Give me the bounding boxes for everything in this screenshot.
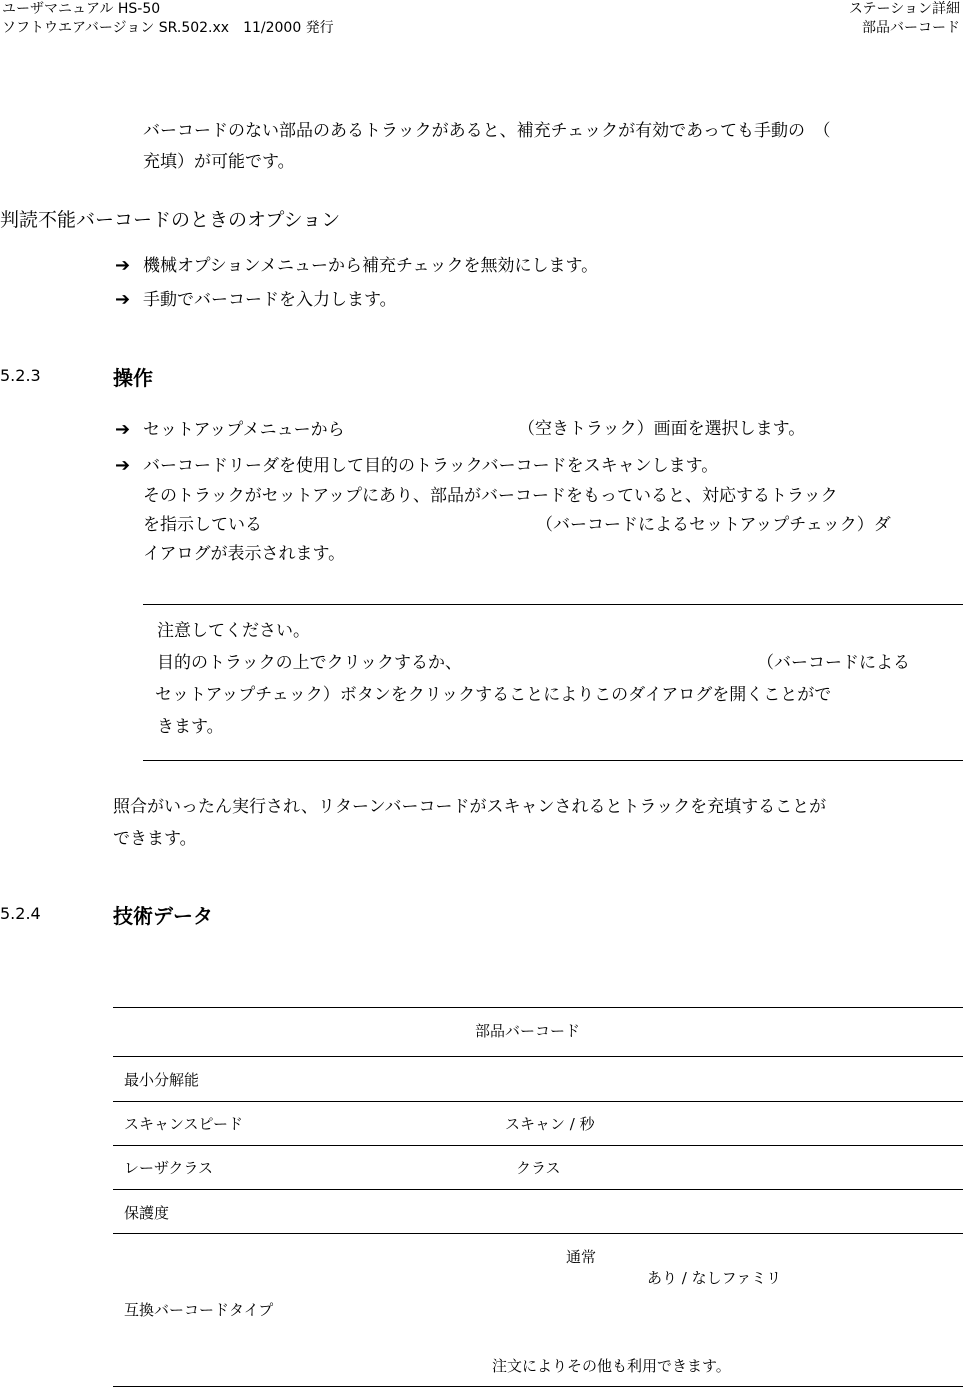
note-bottom-rule [143, 760, 963, 761]
unreadable-heading: 判読不能バーコードのときのオプション [0, 209, 341, 231]
after-note-line-2: できます。 [113, 829, 197, 849]
compat-value-family: あり / なしファミリ [647, 1269, 782, 1287]
row-min-resolution-label: 最小分解能 [124, 1071, 200, 1089]
table-header-rule [113, 1056, 963, 1057]
note-top-rule [143, 604, 963, 605]
section-523-number: 5.2.3 [0, 366, 41, 385]
header-chapter: ステーション詳細 [848, 1, 960, 17]
table-row-rule [113, 1189, 963, 1190]
table-row-rule [113, 1145, 963, 1146]
operation-step-1 [115, 414, 345, 446]
note-title: 注意してください。 [157, 621, 310, 641]
note-line-1-pre: 目的のトラックの上でクリックするか、 [157, 653, 462, 673]
operation-step-1-post: （空きトラック）画面を選択します。 [518, 419, 806, 439]
arrow-right-icon: ➔ [115, 255, 131, 276]
section-524-title: 技術データ [113, 904, 213, 928]
arrow-right-icon: ➔ [115, 455, 131, 476]
note-line-3: きます。 [157, 717, 224, 737]
intro-line-1: バーコードのない部品のあるトラックがあると、補充チェックが有効であっても手動の （ [143, 121, 831, 141]
header-manual-title: ユーザマニュアル HS-50 [2, 1, 161, 17]
table-header: 部品バーコード [475, 1022, 581, 1040]
table-top-rule [113, 1007, 963, 1008]
row-protection-label: 保護度 [124, 1204, 170, 1222]
arrow-right-icon: ➔ [115, 419, 131, 440]
operation-step-1-pre: セットアップメニューから [143, 420, 345, 440]
arrow-right-icon: ➔ [115, 289, 131, 310]
row-scan-speed-label: スキャンスピード [124, 1115, 243, 1133]
section-523-title: 操作 [113, 366, 153, 390]
operation-para-line-2-pre: を指示している [143, 515, 262, 535]
operation-step-2 [115, 450, 718, 482]
note-line-1-post: （バーコードによる [757, 653, 910, 673]
header-software-version: ソフトウエアバージョン SR.502.xx 11/2000 発行 [2, 20, 334, 36]
table-row-rule [113, 1101, 963, 1102]
operation-para-line-3: イアログが表示されます。 [143, 544, 346, 564]
section-524-number: 5.2.4 [0, 904, 41, 923]
compat-barcode-type-label: 互換バーコードタイプ [124, 1301, 274, 1319]
operation-para-line-1: そのトラックがセットアップにあり、部品がバーコードをもっていると、対応するトラック [143, 486, 838, 506]
unreadable-option-2-text: 手動でバーコードを入力します。 [143, 290, 397, 310]
compat-value-order-note: 注文によりその他も利用できます。 [492, 1357, 731, 1375]
unreadable-option-1-text: 機械オプションメニューから補充チェックを無効にします。 [143, 256, 599, 276]
compat-value-normal: 通常 [566, 1248, 597, 1266]
row-laser-class-label: レーザクラス [124, 1159, 213, 1177]
header-section: 部品バーコード [862, 20, 960, 36]
note-line-2: セットアップチェック）ボタンをクリックすることによりこのダイアログを開くことがで [155, 685, 832, 705]
unreadable-option-1 [115, 250, 598, 282]
operation-step-2-text: バーコードリーダを使用して目的のトラックバーコードをスキャンします。 [143, 456, 719, 476]
intro-line-2: 充填）が可能です。 [143, 152, 295, 172]
row-scan-speed-value: スキャン / 秒 [505, 1115, 595, 1133]
table-row-rule [113, 1233, 963, 1234]
table-bottom-rule [113, 1386, 963, 1387]
after-note-line-1: 照合がいったん実行され、リターンバーコードがスキャンされるとトラックを充填することが [113, 797, 827, 817]
row-laser-class-value: クラス [516, 1159, 561, 1177]
operation-para-line-2-post: （バーコードによるセットアップチェック）ダ [536, 515, 891, 535]
unreadable-option-2 [115, 284, 397, 316]
